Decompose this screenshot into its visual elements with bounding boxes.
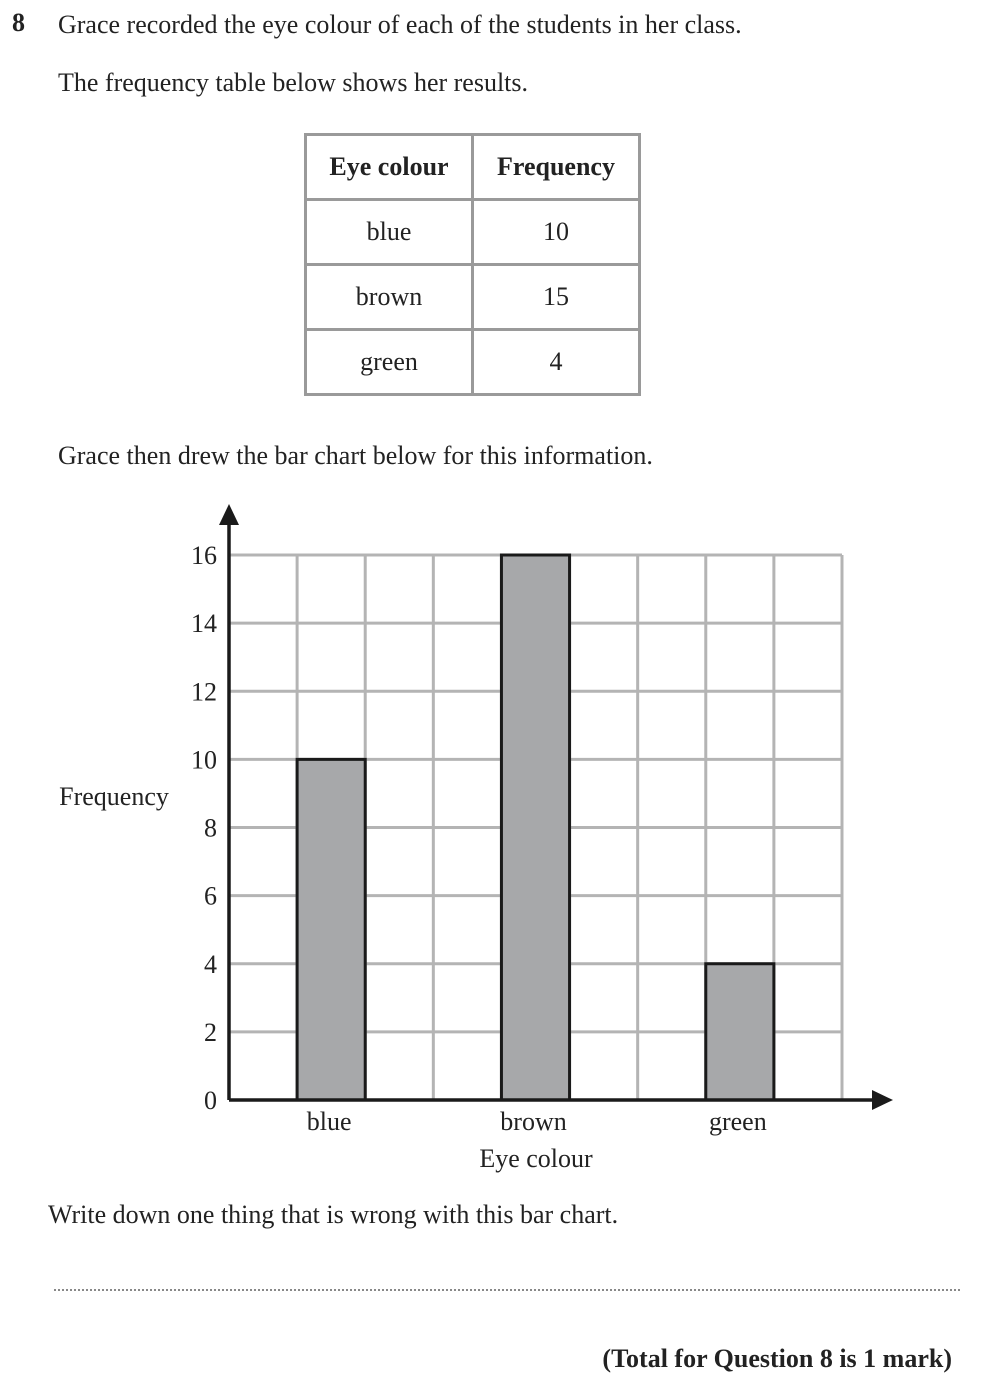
y-tick-label: 14 — [191, 609, 217, 639]
chart-intro: Grace then drew the bar chart below for this information. — [58, 441, 653, 470]
x-tick-label-blue: blue — [306, 1107, 352, 1136]
table-row — [306, 265, 640, 330]
total-marks: (Total for Question 8 is 1 mark) — [602, 1344, 952, 1373]
bar-brown — [501, 555, 569, 1100]
frequency-table — [304, 133, 641, 396]
question-prompt: Write down one thing that is wrong with this bar chart. — [48, 1200, 619, 1229]
x-axis-label: Eye colour — [479, 1144, 593, 1173]
answer-line[interactable] — [54, 1289, 960, 1291]
question-intro: Grace recorded the eye colour of each of the students in her class. — [58, 10, 742, 39]
x-tick-label-brown: brown — [500, 1107, 567, 1136]
y-axis-arrow-icon — [219, 504, 239, 525]
y-tick-label: 0 — [204, 1086, 217, 1115]
y-tick-label: 2 — [204, 1017, 217, 1047]
table-intro: The frequency table below shows her results. — [58, 68, 529, 97]
x-tick-label-green: green — [708, 1107, 767, 1136]
bar-chart — [0, 490, 1000, 1190]
bar-green — [706, 964, 774, 1100]
y-tick-label: 4 — [204, 949, 217, 979]
table-cell-frequency: 10 — [473, 200, 640, 265]
x-axis-arrow-icon — [872, 1090, 893, 1110]
y-tick-label: 8 — [204, 813, 217, 843]
y-tick-label: 6 — [204, 881, 217, 911]
table-row — [306, 200, 640, 265]
header-eye-colour: Eye colour — [306, 135, 473, 200]
table-cell-frequency: 15 — [473, 265, 640, 330]
question-number: 8 — [12, 8, 25, 37]
header-frequency: Frequency — [473, 135, 640, 200]
table-header-row — [306, 135, 640, 200]
table-row — [306, 330, 640, 395]
bar-blue — [297, 759, 365, 1100]
y-tick-label: 16 — [191, 541, 217, 570]
table-cell-colour: blue — [306, 200, 473, 265]
y-axis-label: Frequency — [59, 782, 169, 811]
y-tick-label: 12 — [191, 677, 217, 707]
x-tick-labels — [307, 1107, 767, 1136]
table-cell-frequency: 4 — [473, 330, 640, 395]
y-tick-labels — [191, 541, 217, 1115]
y-tick-label: 10 — [191, 745, 217, 775]
table-cell-colour: brown — [306, 265, 473, 330]
table-cell-colour: green — [306, 330, 473, 395]
